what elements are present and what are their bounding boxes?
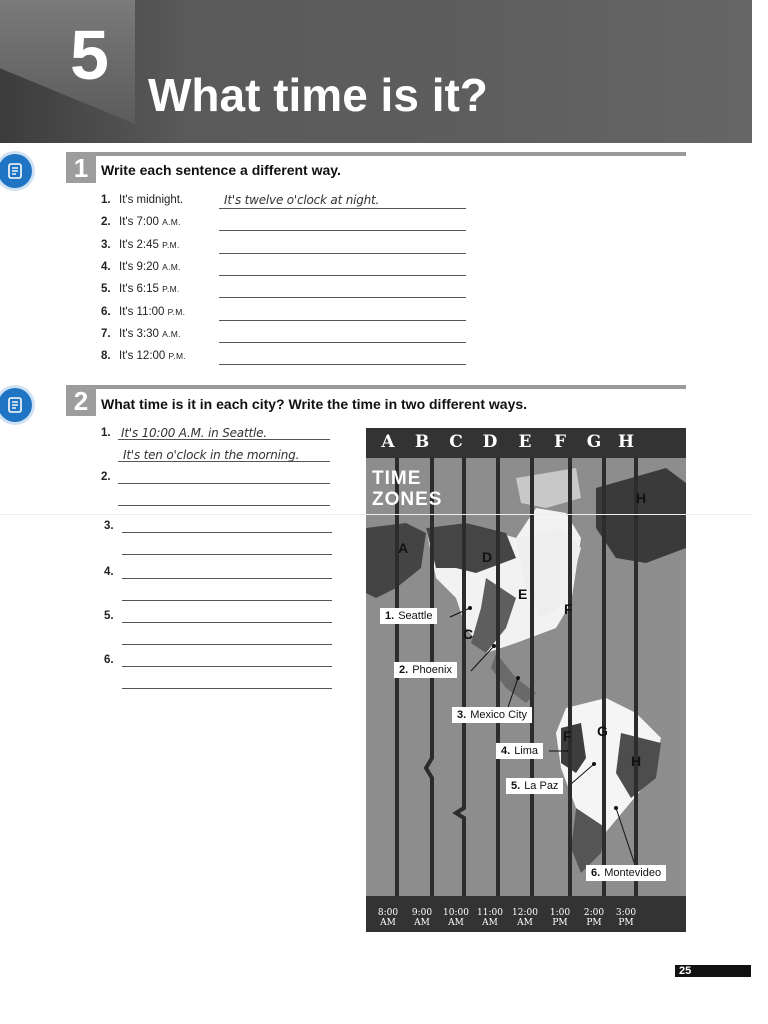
zone-letter: C <box>449 432 463 452</box>
time-zone-map <box>366 428 686 932</box>
answer-line[interactable] <box>122 532 332 533</box>
time-suffix: A.M. <box>162 217 181 228</box>
zone-time-period: PM <box>586 918 602 928</box>
answer-line[interactable] <box>122 622 332 623</box>
city-number: 1. <box>385 610 395 622</box>
item-number: 8. <box>101 350 111 363</box>
unit-number: 5 <box>70 16 109 94</box>
prompt-sentence <box>101 261 181 273</box>
city-label <box>496 743 543 759</box>
city-name: La Paz <box>524 780 559 792</box>
prompt-sentence <box>101 328 181 340</box>
handwritten-answer: It's ten o'clock in the morning. <box>123 448 300 462</box>
zone-time-period: AM <box>517 918 533 928</box>
item-number: 5. <box>101 283 111 296</box>
item-number: 1. <box>101 194 111 206</box>
zone-time-value: 10:00 <box>443 908 469 918</box>
city-number: 2. <box>399 664 409 676</box>
page-title: What time is it? <box>148 69 488 121</box>
zone-time-period: AM <box>414 918 430 928</box>
zone-time-value: 11:00 <box>477 908 503 918</box>
prompt-sentence <box>101 194 183 206</box>
zone-letter: A <box>381 432 395 452</box>
city-label <box>586 865 666 881</box>
zone-letter: B <box>414 432 430 452</box>
prompt-text: It's 2:45 <box>119 238 159 251</box>
city-name: Montevideo <box>604 867 662 879</box>
time-suffix: P.M. <box>167 306 186 317</box>
unit-header <box>0 0 752 143</box>
time-suffix: P.M. <box>162 239 180 250</box>
prompt-sentence <box>101 306 185 318</box>
region-letter: D <box>482 549 493 565</box>
item-number: 3. <box>101 238 111 251</box>
answer-line[interactable] <box>122 578 332 579</box>
page-number: 25 <box>675 965 751 977</box>
answer-line[interactable] <box>122 644 332 645</box>
time-suffix: P.M. <box>168 351 187 362</box>
city-number: 3. <box>457 709 467 721</box>
exercise-2-title: What time is it in each city? Write the time in two different ways. <box>101 396 528 412</box>
zone-letter: D <box>482 432 498 452</box>
item-number: 2. <box>101 471 111 483</box>
zone-letter: G <box>586 432 602 452</box>
item-number: 6. <box>101 305 111 318</box>
prompt-sentence <box>101 350 186 362</box>
prompt-text: It's 7:00 <box>119 216 159 229</box>
region-letter: E <box>518 586 528 602</box>
prompt-sentence <box>101 283 180 295</box>
city-name: Mexico City <box>470 709 528 721</box>
zone-time-period: PM <box>618 918 634 928</box>
zone-time-value: 2:00 <box>583 908 605 918</box>
zone-time-value: 1:00 <box>549 908 571 918</box>
answer-line[interactable] <box>122 688 332 689</box>
answer-line[interactable] <box>219 253 466 254</box>
workbook-icon[interactable] <box>0 154 32 188</box>
handwritten-answer: It's twelve o'clock at night. <box>224 193 380 207</box>
answer-line[interactable] <box>219 208 466 209</box>
zone-time <box>543 908 577 928</box>
item-number: 4. <box>101 260 111 273</box>
zone-time-value: 3:00 <box>615 908 637 918</box>
region-letter: A <box>398 540 409 556</box>
city-label <box>380 608 437 624</box>
city-number: 6. <box>591 867 601 879</box>
city-name: Lima <box>514 745 539 757</box>
region-letter: C <box>463 626 474 642</box>
prompt-sentence <box>101 239 180 251</box>
zone-time <box>473 908 507 928</box>
item-number: 7. <box>101 327 111 340</box>
zone-time <box>577 908 611 928</box>
region-letter: F <box>563 728 572 744</box>
time-suffix: A.M. <box>162 328 181 339</box>
exercise-1-title: Write each sentence a different way. <box>101 162 341 178</box>
city-label <box>394 662 457 678</box>
answer-line[interactable] <box>118 483 330 484</box>
map-title-line1: TIME <box>372 468 422 489</box>
answer-line[interactable] <box>118 505 330 506</box>
city-label <box>506 778 563 794</box>
exercise-1-number: 1 <box>66 153 96 183</box>
prompt-text: It's 11:00 <box>119 305 165 318</box>
answer-line[interactable] <box>219 364 466 365</box>
zone-time-period: PM <box>552 918 568 928</box>
answer-line[interactable] <box>122 666 332 667</box>
zone-letter: F <box>553 432 567 452</box>
region-letter: H <box>636 490 647 506</box>
prompt-text: It's 6:15 <box>119 283 159 296</box>
city-number: 4. <box>501 745 511 757</box>
prompt-text: It's 12:00 <box>119 350 166 363</box>
item-number: 4. <box>104 566 114 578</box>
zone-time <box>508 908 542 928</box>
zone-letter: E <box>518 432 532 452</box>
city-number: 5. <box>511 780 521 792</box>
exercise-2-number: 2 <box>66 386 96 416</box>
answer-line[interactable] <box>219 230 466 231</box>
zone-time-value: 9:00 <box>411 908 433 918</box>
zone-time-period: AM <box>380 918 396 928</box>
time-suffix: A.M. <box>162 261 181 272</box>
workbook-icon[interactable] <box>0 388 32 422</box>
region-letter: G <box>597 723 608 739</box>
map-title <box>372 468 442 510</box>
prompt-text: It's 3:30 <box>119 327 159 340</box>
region-letter: H <box>631 753 642 769</box>
zone-time <box>439 908 473 928</box>
zone-time <box>609 908 643 928</box>
answer-line[interactable] <box>122 600 332 601</box>
zone-time-value: 12:00 <box>512 908 538 918</box>
zone-time-period: AM <box>448 918 464 928</box>
answer-line[interactable] <box>219 275 466 276</box>
item-number: 1. <box>101 427 111 439</box>
region-letter: F <box>564 601 573 617</box>
scan-seam <box>0 514 752 515</box>
zone-time <box>371 908 405 928</box>
handwritten-answer: It's 10:00 A.M. in Seattle. <box>121 426 267 440</box>
zone-letter: H <box>617 432 635 452</box>
city-label <box>452 707 532 723</box>
item-number: 2. <box>101 216 111 229</box>
city-name: Phoenix <box>412 664 452 676</box>
exercise-2-bar <box>66 385 686 389</box>
item-number: 6. <box>104 654 114 666</box>
answer-line[interactable] <box>219 342 466 343</box>
zone-time-value: 8:00 <box>377 908 399 918</box>
zone-time-period: AM <box>482 918 498 928</box>
item-number: 3. <box>104 520 114 532</box>
answer-line[interactable] <box>122 554 332 555</box>
prompt-text: It's midnight. <box>119 194 184 206</box>
item-number: 5. <box>104 610 114 622</box>
answer-line[interactable] <box>219 297 466 298</box>
time-suffix: P.M. <box>162 284 180 295</box>
answer-line[interactable] <box>219 320 466 321</box>
prompt-sentence <box>101 216 181 228</box>
zone-time <box>405 908 439 928</box>
prompt-text: It's 9:20 <box>119 260 159 273</box>
map-title-line2: ZONES <box>372 489 443 510</box>
city-name: Seattle <box>398 610 433 622</box>
exercise-1-bar <box>66 152 686 156</box>
